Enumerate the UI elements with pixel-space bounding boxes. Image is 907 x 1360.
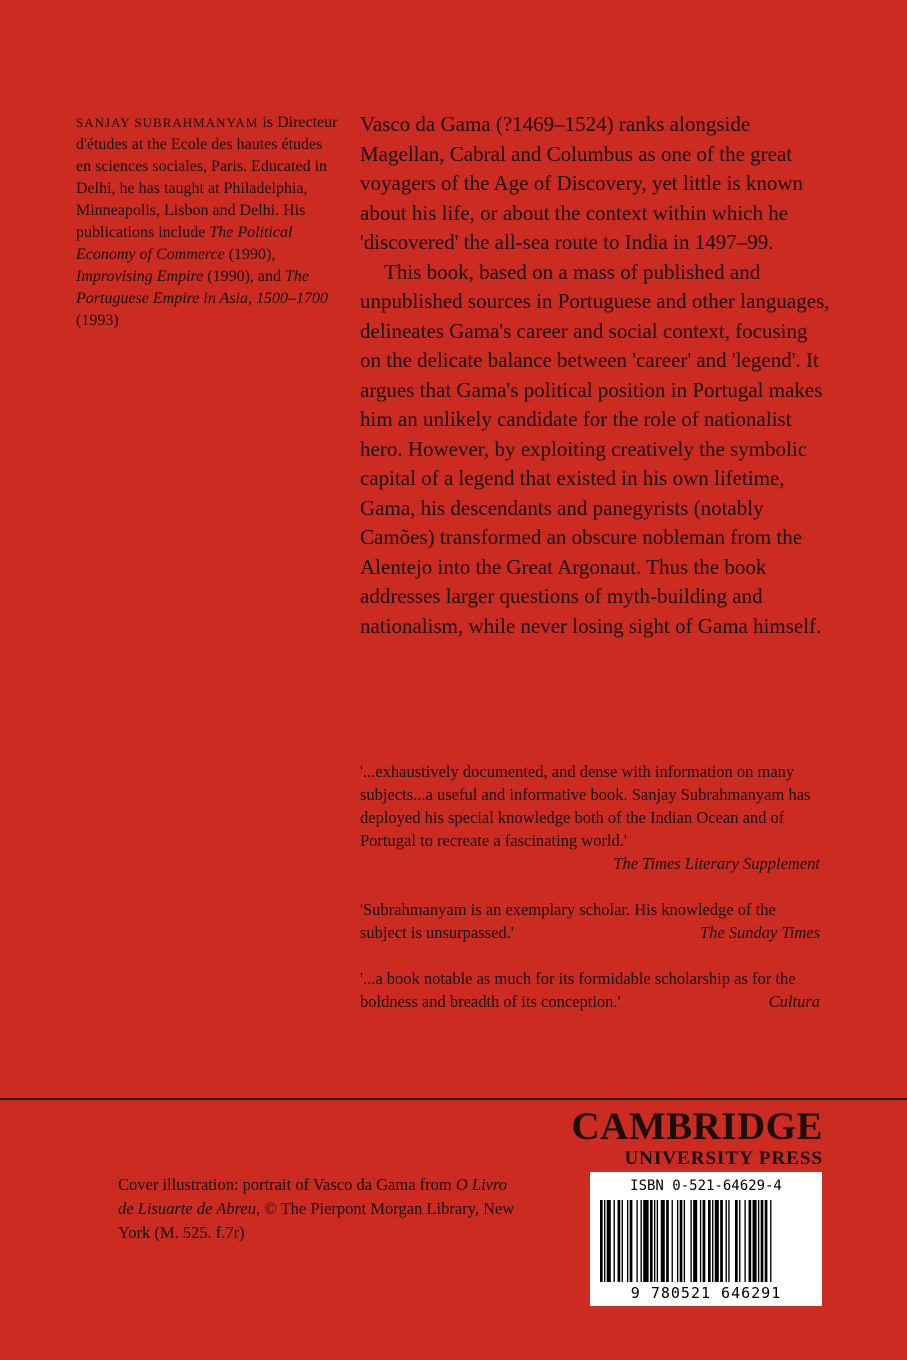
cover-credit-title: O Livro de Lisuarte de Abreu, [118, 1175, 508, 1218]
barcode-panel [590, 1172, 822, 1306]
quote-source: Cultura [768, 992, 820, 1011]
publisher-press: UNIVERSITY PRESS [624, 1148, 823, 1169]
divider-rule [0, 1098, 907, 1100]
bio-title-1: The Political Economy of Commerce [76, 224, 293, 263]
bio-text-4: (1993) [76, 312, 119, 329]
bio-title-3: The Portuguese Empire in Asia, 1500–1700 [76, 268, 328, 307]
review-quotes [360, 760, 820, 1036]
quote-source: The Sunday Times [699, 923, 820, 942]
review-quote [360, 967, 820, 1013]
publisher-name: CAMBRIDGE [571, 1105, 823, 1148]
review-quote [360, 760, 820, 875]
bio-text-3: (1990), and [203, 268, 286, 285]
publisher-logo [571, 1107, 823, 1171]
barcode-icon [598, 1200, 814, 1282]
bio-title-2: Improvising Empire [76, 268, 204, 285]
cover-credit [118, 1173, 518, 1245]
author-name: SANJAY SUBRAHMANYAM [76, 115, 259, 130]
bio-text-1: is Directeur d'études at the Ecole des hautes études en sciences sociales, Paris. Educated in Delhi, he has taught at Philadelphia, Minneapolis, Lisbon and Delhi. His publications include [76, 114, 338, 241]
description-paragraph-2: This book, based on a mass of published and unpublished sources in Portuguese and other languages, delineates Gama's career and social context, focusing on the delicate balance between 'career' and 'legend'. It argues that Gama's political position in Portugal makes him an unlikely candidate for the role of nationalist hero. However, by exploiting creatively the symbolic capital of a legend that existed in his own lifetime, Gama, his descendants and panegyrists (notably Camões) transformed an obscure nobleman from the Alentejo into the Great Argonaut. Thus the book addresses larger questions of myth-building and nationalism, while never losing sight of Gama himself. [360, 259, 830, 638]
author-bio [76, 112, 338, 332]
isbn-label: ISBN 0-521-64629-4 [630, 1178, 782, 1194]
cover-credit-text-2: © The Pierpont Morgan Library, New York (M. 525. f.7r) [118, 1199, 515, 1242]
bio-text-2: (1990), [224, 246, 276, 263]
quote-text: 'Subrahmanyam is an exemplary scholar. His knowledge of the subject is unsurpassed.' [360, 900, 776, 942]
ean-number: 9 780521 646291 [630, 1284, 782, 1302]
quote-text: '...exhaustively documented, and dense with information on many subjects...a useful and informative book. Sanjay Subrahmanyam has deployed his special knowledge both of the Indian Ocean and of Portugal to recreate a fascinating world.' [360, 762, 811, 850]
review-quote [360, 898, 820, 944]
cover-credit-text-1: Cover illustration: portrait of Vasco da Gama from [118, 1175, 456, 1194]
quote-source: The Times Literary Supplement [613, 854, 820, 873]
description-paragraph-1: Vasco da Gama (?1469–1524) ranks alongside Magellan, Cabral and Columbus as one of the great voyagers of the Age of Discovery, yet little is known about his life, or about the context within which he 'discovered' the all-sea route to India in 1497–99. [360, 112, 804, 254]
quote-text: '...a book notable as much for its formidable scholarship as for the boldness and breadth of its conception.' [360, 969, 796, 1011]
book-description [360, 110, 830, 641]
